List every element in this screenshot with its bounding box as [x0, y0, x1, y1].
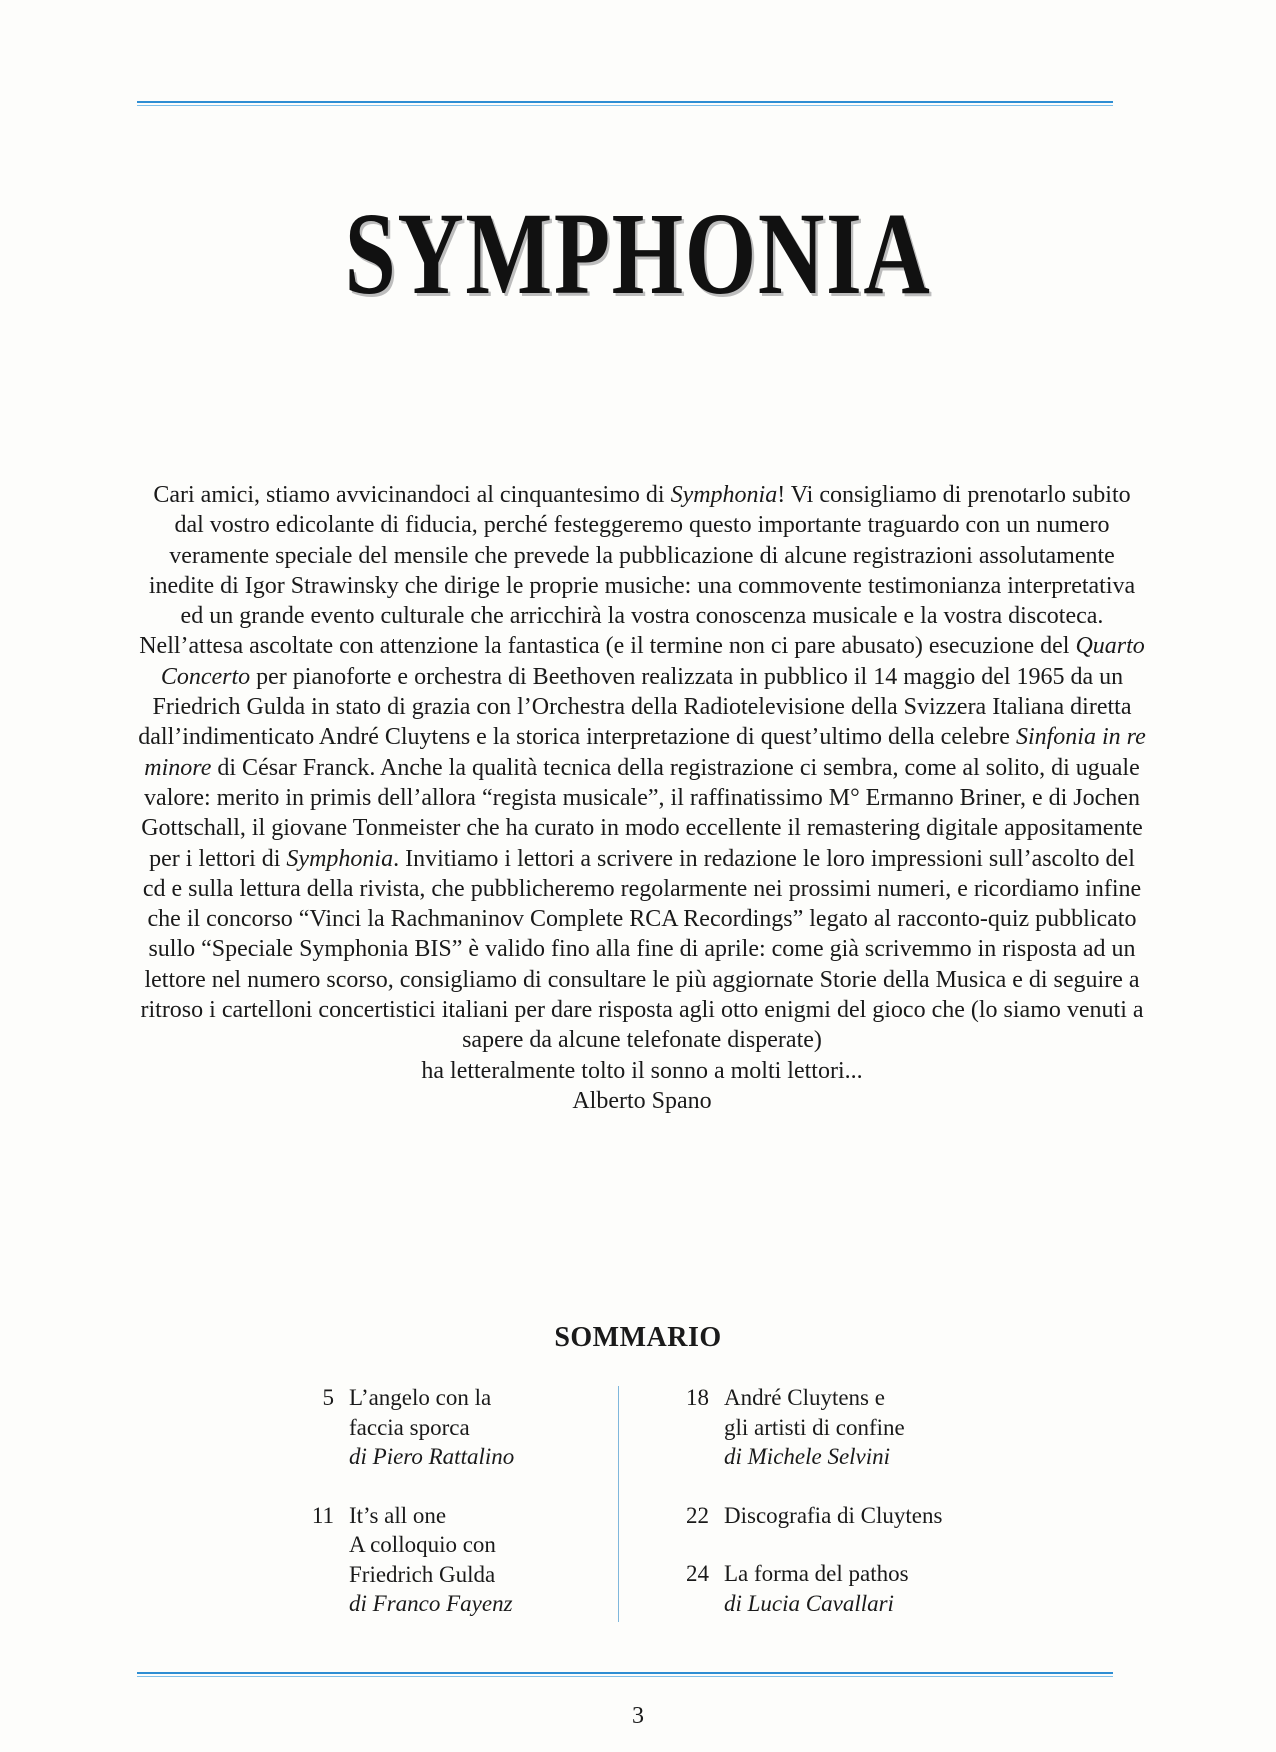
summary-entry[interactable] [655, 1501, 985, 1531]
summary-page-number: 22 [686, 1502, 709, 1528]
summary-entry-body [349, 1501, 513, 1619]
summary-entry[interactable] [280, 1501, 600, 1619]
editorial-sentence: Cari amici, stiamo avvicinandoci al cinquantesimo di [153, 482, 671, 508]
summary-entry-body [724, 1383, 905, 1472]
summary-entry-title: It’s all one [349, 1502, 447, 1528]
summary-entry-title: A colloquio con [349, 1532, 496, 1557]
work-title-italic: Quarto Concerto [160, 633, 1145, 690]
summary-entry-author: di Piero Rattalino [349, 1444, 515, 1469]
editorial-sentence: per pianoforte e orchestra di Beethoven realizzata in pubblico il 14 maggio del 1965 da un Friedrich Gulda in stato di grazia con l’Orchestra della Radiotelevisione della Svizzera Italiana diretta dall’indimenticato André Cluytens e la storica interpretazione di quest’ultimo della celebre [138, 663, 1132, 751]
summary-page-number: 24 [686, 1561, 709, 1586]
summary-entry-title: La forma del pathos [724, 1561, 909, 1586]
summary-entry-title: Discografia di Cluytens [724, 1502, 943, 1528]
summary-entry-title: L’angelo con la [349, 1385, 492, 1410]
summary-page-number: 18 [686, 1385, 709, 1410]
magazine-masthead: SYMPHONIA [344, 188, 932, 319]
summary-entry-author: di Lucia Cavallari [724, 1590, 894, 1616]
work-title-italic: Sinfonia in re minore [144, 724, 1146, 781]
summary-entry-title: Friedrich Gulda [349, 1561, 496, 1587]
editorial-text [137, 480, 1147, 1116]
summary-title: SOMMARIO [554, 1322, 722, 1353]
summary-entry-title: faccia sporca [349, 1414, 470, 1440]
editorial-paragraph [137, 480, 1147, 1116]
summary-entry-title: gli artisti di confine [724, 1414, 905, 1440]
magazine-title-italic: Symphonia [670, 482, 778, 508]
magazine-title-italic: Symphonia [286, 845, 394, 872]
editorial-sentence: ! Vi consigliamo di prenotarlo subito dal vostro edicolante di fiducia, perché festeggeremo questo importante traguardo con un numero veramente speciale del mensile che prevede la pubblicazione di alcune registrazioni assolutamente inedite di Igor Strawinsky che dirige le proprie musiche: una commovente testimonianza interpretativa ed un grande evento culturale che arricchirà la vostra conoscenza musicale e la vostra discoteca. Nell’attesa ascoltate con attenzione la fantastica (e il termine non ci pare abusato) esecuzione del [139, 482, 1136, 660]
summary-divider [618, 1386, 619, 1622]
summary-column-right [655, 1383, 985, 1647]
summary-page-number: 5 [322, 1385, 334, 1410]
editorial-sentence: . Invitiamo i lettori a scrivere in redazione le loro impressioni sull’ascolto del cd e sulla lettura della rivista, che pubblicheremo regolarmente nei prossimi numeri, e ricordiamo infine che il concorso “Vinci la Rachmaninov Complete RCA Recordings” legato al racconto-quiz pubblicato sullo “Speciale Symphonia BIS” è valido fino alla fine di aprile: come già scrivemmo in risposta ad un lettore nel numero scorso, consigliamo di consultare le più aggiornate Storie della Musica e di seguire a ritroso i cartelloni concertistici italiani per dare risposta agli otto enigmi del gioco che (lo siamo venuti a sapere da alcune telefonate disperate) [140, 845, 1144, 1054]
page-number: 3 [632, 1703, 644, 1729]
bottom-rule [137, 1672, 1113, 1677]
top-rule [137, 101, 1113, 106]
editorial-signature: Alberto Spano [572, 1087, 712, 1114]
summary-entry-body [724, 1501, 942, 1531]
editorial-sentence: di César Franck. Anche la qualità tecnica della registrazione ci sembra, come al solito, di uguale valore: merito in primis dell’allora “regista musicale”, il raffinatissimo M° Ermanno Briner, e di Jochen Gottschall, il giovane Tonmeister che ha curato in modo eccellente il remastering digitale appositamente per i lettori di [141, 754, 1143, 872]
summary-entry[interactable] [280, 1383, 600, 1472]
summary-entry[interactable] [655, 1559, 985, 1618]
summary-entry-author: di Franco Fayenz [349, 1591, 513, 1616]
summary-entry[interactable] [655, 1383, 985, 1472]
editorial-closing: ha letteralmente tolto il sonno a molti lettori... [421, 1057, 863, 1084]
summary-entry-body [724, 1559, 909, 1618]
summary-entry-title: André Cluytens e [724, 1385, 885, 1410]
summary-column-left [280, 1383, 600, 1648]
summary-entry-author: di Michele Selvini [724, 1444, 891, 1469]
summary-entry-body [349, 1383, 514, 1472]
summary-page-number: 11 [311, 1502, 334, 1528]
